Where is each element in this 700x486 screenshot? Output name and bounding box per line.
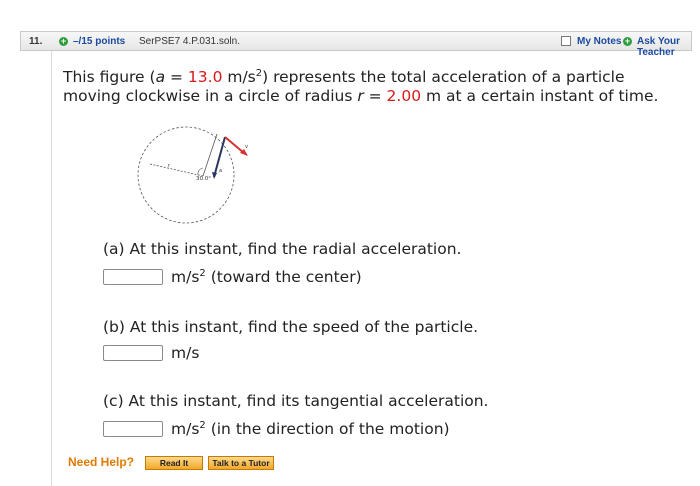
- velocity-vector: [225, 137, 244, 153]
- angle-arc: [198, 168, 203, 175]
- question-text-line-1: This figure (a = 13.0 $m/s^2$) represents the total acceleration of a particle: [63, 68, 625, 87]
- acceleration-arrowhead: [212, 172, 217, 179]
- part-a-unit: $m/s^2$ (toward the center): [171, 268, 362, 287]
- part-a-answer-input[interactable]: [103, 269, 163, 285]
- question-number: 11.: [29, 36, 43, 47]
- radius-label: r: [168, 163, 171, 169]
- my-notes-link[interactable]: My Notes: [577, 36, 622, 47]
- question-text-line-2: moving clockwise in a circle of radius r = 2.00 m at a certain instant of time.: [63, 87, 659, 105]
- question-source: SerPSE7 4.P.031.soln.: [139, 36, 240, 47]
- part-b-prompt: (b) At this instant, find the speed of the particle.: [103, 318, 479, 336]
- part-c-unit: $m/s^2$ (in the direction of the motion): [171, 420, 450, 439]
- circular-path: [138, 127, 234, 223]
- read-it-button[interactable]: Read It: [145, 456, 203, 470]
- part-c-answer-row: [103, 420, 450, 438]
- ask-teacher-link[interactable]: Ask Your Teacher: [637, 36, 680, 58]
- circle-acceleration-figure: [130, 120, 260, 235]
- radius-line: [150, 164, 203, 176]
- need-help-label: Need Help?: [68, 455, 135, 469]
- my-notes-checkbox[interactable]: [561, 36, 571, 46]
- question-header-bar: [20, 31, 692, 58]
- acceleration-value: 13.0: [187, 68, 223, 87]
- ask-teacher-plus-icon[interactable]: +: [624, 36, 631, 46]
- talk-to-tutor-button[interactable]: Talk to a Tutor: [208, 456, 274, 470]
- part-a-prompt: (a) At this instant, find the radial acceleration.: [103, 240, 462, 258]
- part-a-answer-row: [103, 268, 362, 286]
- tangent-reference-line: [203, 134, 217, 176]
- angle-label: 30.0°: [196, 176, 211, 182]
- acceleration-label: a: [219, 168, 223, 174]
- part-c-prompt: (c) At this instant, find its tangential acceleration.: [103, 392, 489, 410]
- part-c-answer-input[interactable]: [103, 421, 163, 437]
- velocity-label: v: [245, 144, 248, 150]
- points-label: –/15 points: [73, 36, 126, 47]
- part-b-answer-input[interactable]: [103, 345, 163, 361]
- part-b-answer-row: [103, 344, 199, 362]
- part-b-unit: m/s: [171, 344, 200, 362]
- expand-plus-icon[interactable]: +: [60, 36, 67, 46]
- content-divider: [51, 51, 52, 486]
- radius-value: 2.00: [386, 87, 422, 105]
